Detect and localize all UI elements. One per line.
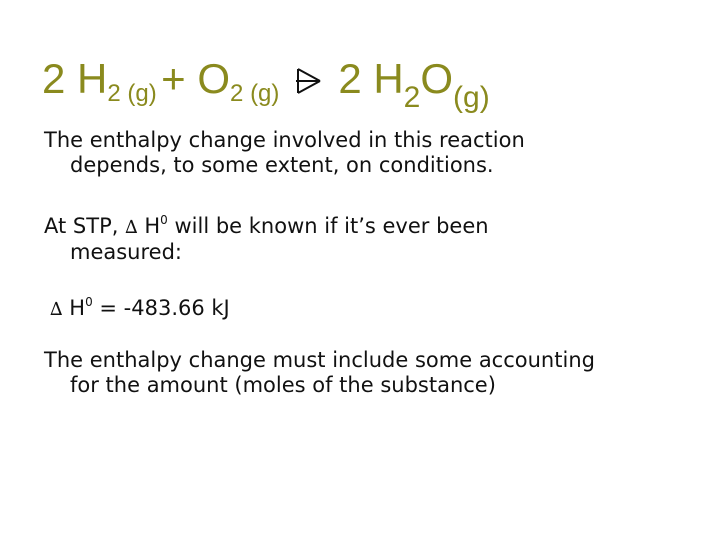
paragraph-value [50,290,230,322]
enthalpy-h: H [69,296,86,320]
reaction-equation [42,55,490,118]
stp-suffix: will be known if it’s ever been [174,214,489,238]
paragraph-conditions-line2: depends, to some extent, on conditions. [70,153,494,177]
delta-icon: ∆ [125,217,138,238]
paragraph-conditions [44,128,525,178]
superscript-zero: 0 [160,213,168,227]
right-arrow-icon [294,67,324,95]
paragraph-moles-line1: The enthalpy change must include some accounting [44,348,595,372]
oxygen-symbol: O [420,55,454,102]
enthalpy-h: H [144,214,161,238]
paragraph-conditions-line1: The enthalpy change involved in this reaction [44,128,525,152]
delta-icon: ∆ [50,299,63,320]
subscript-h2-gas: 2 (g) [107,80,157,107]
plus-o2: + O [161,55,231,102]
subscript-h2o-gas: (g) [453,81,490,114]
paragraph-moles [44,348,595,398]
coefficient-h2: 2 H [42,55,108,102]
subscript-o2-gas: 2 (g) [230,80,280,107]
stp-line2: measured: [70,240,182,264]
superscript-zero: 0 [85,295,93,309]
coefficient-h2o: 2 H [338,55,404,102]
stp-prefix: At STP, [44,214,119,238]
subscript-h2o-2: 2 [403,81,421,114]
enthalpy-value: = -483.66 kJ [99,296,230,320]
paragraph-moles-line2: for the amount (moles of the substance) [70,373,496,397]
paragraph-stp [44,208,489,265]
